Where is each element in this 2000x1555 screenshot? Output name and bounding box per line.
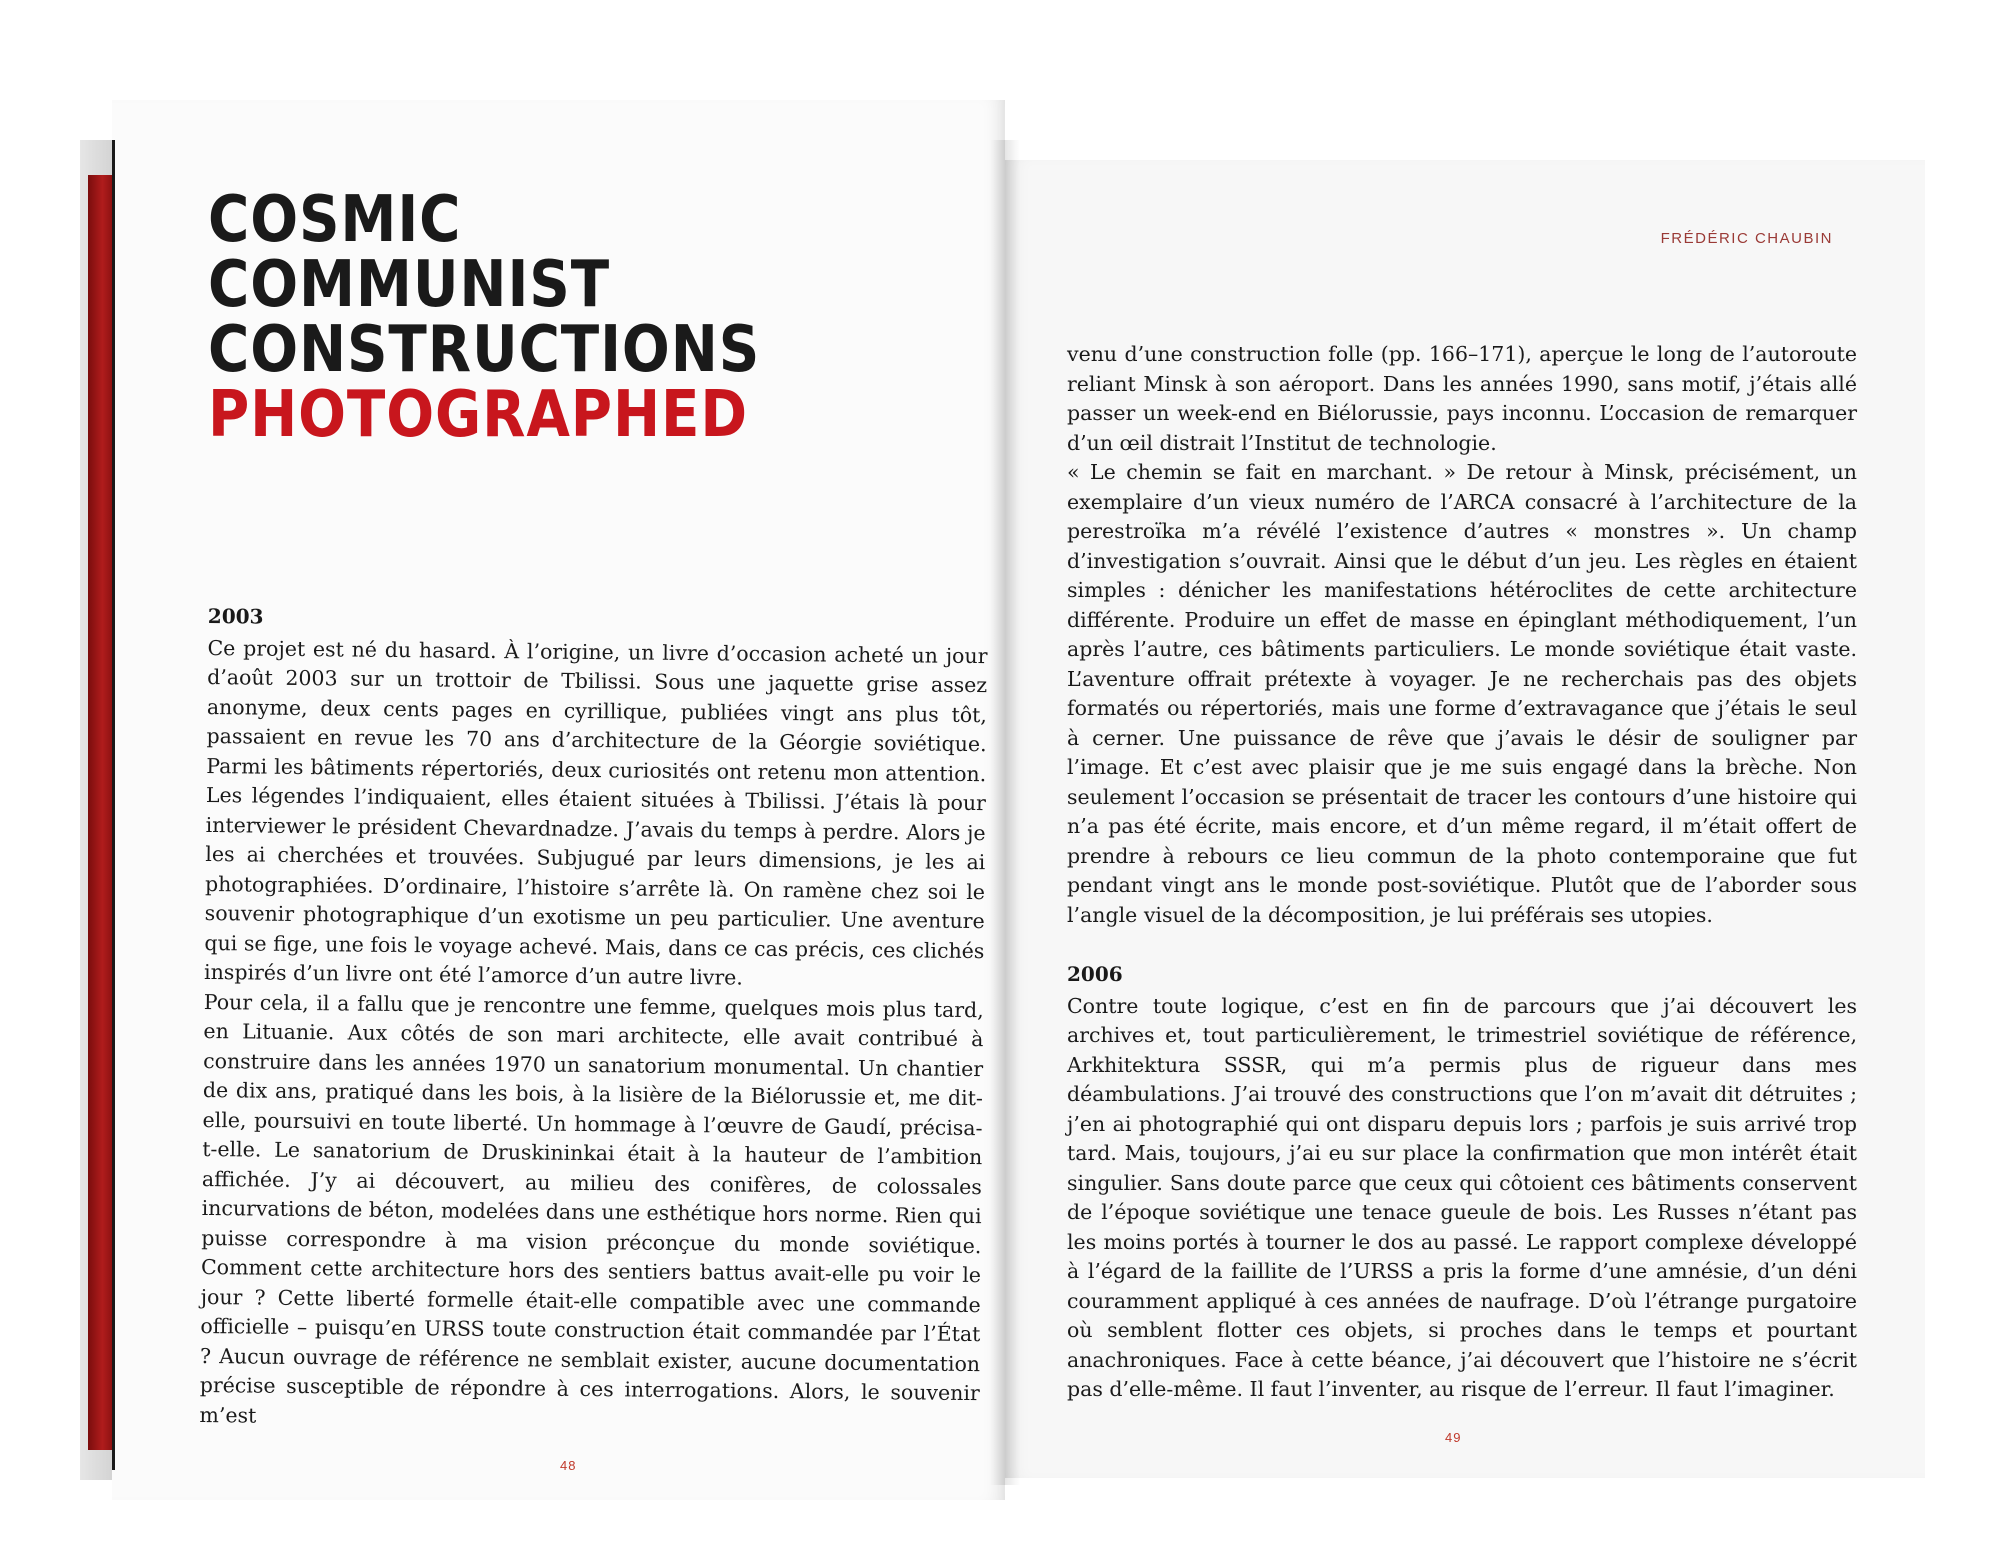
book-gutter (990, 140, 1020, 1485)
page-number-right: 49 (1445, 1430, 1462, 1445)
red-cover-edge (88, 175, 112, 1450)
book-title (208, 183, 761, 452)
left-page (112, 100, 1005, 1500)
right-paragraph-3: Contre toute logique, c’est en fin de parcours que j’ai découvert les archives et, tout particulièrement, le trimestriel soviétique de référence, Arkhitektura SSSR, qui m’a permis plus de rigueur dans mes déambulations. J’ai trouvé des constructions que l’on m’avait dit détruites ; j’en ai photographié qui ont disparu depuis lors ; parfois je suis arrivé trop tard. Mais, toujours, j’ai eu sur place la confirmation que mon intérêt était singulier. Sans doute parce que ceux qui côtoient ces bâtiments conservent de l’époque soviétique une tenace gueule de bois. Les Russes n’étant pas les moins portés à tourner le dos au passé. Le rapport complexe développé à l’égard de la faillite de l’URSS a pris la forme d’une amnésie, d’un déni couramment appliqué à ces années de naufrage. D’où l’étrange purgatoire où semblent flotter ces objets, si proches dans le temps et pourtant anachroniques. Face à cette béance, j’ai découvert que l’histoire ne s’écrit pas d’elle-même. Il faut l’inventer, au risque de l’erreur. Il faut l’imaginer. (1067, 993, 1857, 1401)
running-header-author: FRÉDÉRIC CHAUBIN (1660, 230, 1833, 247)
left-paragraph-2: Pour cela, il a fallu que je rencontre une femme, quelques mois plus tard, en Lituanie. Aux côtés de son mari architecte, elle avait contribué à construire dans les années 1970 un sanatorium monumental. Un chantier de dix ans, pratiqué dans les bois, à la lisière de la Biélorussie et, me dit-elle, poursuivi en toute liberté. Un hommage à l’œuvre de Gaudí, précisa-t-elle. Le sanatorium de Druskininkai était à la hauteur de l’ambition affichée. J’y ai découvert, au milieu des conifères, de colossales incurvations de béton, modelées dans une esthétique hors norme. Rien qui puisse correspondre à ma vision préconçue du monde soviétique. Comment cette architecture hors des sentiers battus avait-elle pu voir le jour ? Cette liberté formelle était-elle compatible avec une commande officielle – puisqu’en URSS toute construction était commandée par l’État ? Aucun ouvrage de référence ne semblait exister, aucune documentation précise susceptible de répondre à ces interrogations. Alors, le souvenir m’est (199, 989, 984, 1428)
right-paragraph-1: venu d’une construction folle (pp. 166–171), aperçue le long de l’autoroute reliant Minsk à son aéroport. Dans les années 1990, sans motif, j’étais allé passer un week-end en Biélorussie, pays inconnu. L’occasion de remarquer d’un œil distrait l’Institut de technologie. (1067, 342, 1857, 455)
page-number-left: 48 (560, 1458, 577, 1473)
left-text-column (199, 602, 988, 1438)
title-line-1: COSMIC (208, 183, 462, 257)
left-paragraph-1: Ce projet est né du hasard. À l’origine, un livre d’occasion acheté un jour d’août 2003 sur un trottoir de Tbilissi. Sous une jaquette grise assez anonyme, deux cents pages en cyrillique, publiées vingt ans plus tôt, passaient en revue les 70 ans d’architecture de la Géorgie soviétique. Parmi les bâtiments répertoriés, deux curiosités ont retenu mon attention. Les légendes l’indiquaient, elles étaient situées à Tbilissi. J’étais là pour interviewer le président Chevardnadze. J’avais du temps à perdre. Alors je les ai cherchées et trouvées. Subjugué par leurs dimensions, je les ai photographiées. D’ordinaire, l’histoire s’arrête là. On ramène chez soi le souvenir photographique d’un exotisme un peu particulier. Une aventure qui se fige, une fois le voyage achevé. Mais, dans ce cas précis, ces clichés inspirés d’un livre ont été l’amorce d’un autre livre. (203, 635, 988, 990)
right-page (1005, 160, 1925, 1478)
section-gap (1067, 930, 1857, 960)
section-year-2006: 2006 (1067, 962, 1123, 986)
title-line-2: COMMUNIST (208, 248, 611, 322)
title-line-3: CONSTRUCTIONS (208, 313, 761, 387)
section-year-2003: 2003 (207, 603, 264, 629)
left-page-edge-line (112, 140, 115, 1470)
right-paragraph-2: « Le chemin se fait en marchant. » De retour à Minsk, précisément, un exemplaire d’un vieux numéro de l’ARCA consacré à l’architecture de la perestroïka m’a révélé l’existence d’autres « monstres ». Un champ d’investigation s’ouvrait. Ainsi que le début d’un jeu. Les règles en étaient simples : dénicher les manifestations hétéroclites de cette architecture différente. Produire un effet de masse en épinglant méthodiquement, l’un après l’autre, ces bâtiments particuliers. Le monde soviétique était vaste. L’aventure offrait prétexte à voyager. Je ne recherchais pas des objets formatés ou répertoriés, mais une forme d’extravagance que j’étais le seul à cerner. Une puissance de rêve que j’avais le désir de souligner par l’image. Et c’est avec plaisir que je me suis engagé dans la brèche. Non seulement l’occasion se présentait de tracer les contours d’une histoire qui n’a pas été écrite, mais encore, et d’un même regard, il m’était offert de prendre à rebours ce lieu commun de la photo contemporaine que fut pendant vingt ans le monde post-soviétique. Plutôt que de l’aborder sous l’angle visuel de la décomposition, je lui préférais ses utopies. (1067, 460, 1857, 927)
right-text-column (1067, 340, 1857, 1405)
title-line-4: PHOTOGRAPHED (208, 378, 748, 452)
